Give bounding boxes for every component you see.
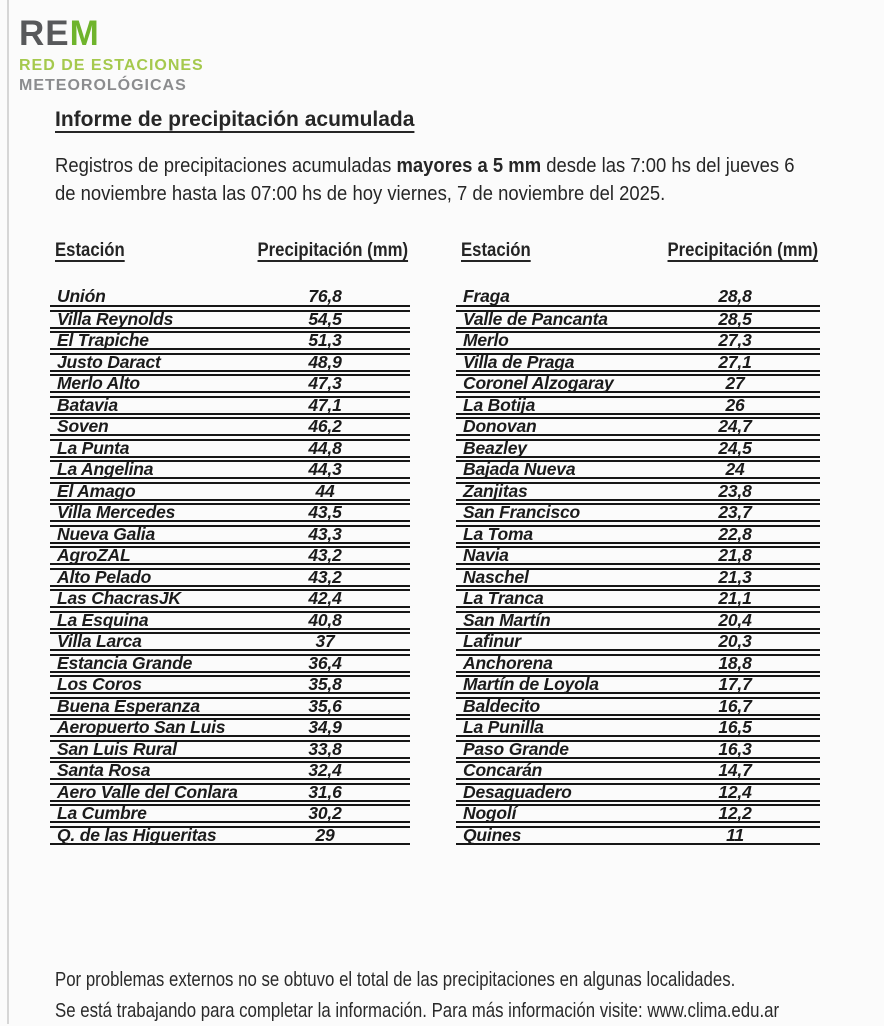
page-edge-line xyxy=(7,0,9,1024)
precipitation-value: 43,3 xyxy=(308,523,342,544)
logo-re-text: RE xyxy=(19,14,70,53)
precipitation-value: 22,8 xyxy=(718,523,752,544)
precipitation-value: 21,3 xyxy=(718,566,752,587)
station-name: La Toma xyxy=(463,523,533,544)
precipitation-value: 23,8 xyxy=(718,480,752,501)
precipitation-value: 37 xyxy=(315,631,335,651)
table-row xyxy=(50,654,410,673)
precipitation-value: 43,2 xyxy=(308,545,342,565)
table-row xyxy=(50,783,410,802)
table-row xyxy=(456,761,820,780)
rem-logo xyxy=(19,16,204,96)
footer-note-line2: Se está trabajando para completar la información. Para más información visite: www.clima.edu.ar xyxy=(55,999,780,1022)
intro-text-start: Registros de precipitaciones acumuladas xyxy=(55,154,397,177)
table-row xyxy=(456,740,820,759)
precipitation-value: 34,9 xyxy=(308,717,342,737)
precipitation-value: 28,8 xyxy=(718,286,752,306)
station-name: Soven xyxy=(57,416,109,436)
table-row xyxy=(456,611,820,630)
station-name: Zanjitas xyxy=(463,480,528,501)
table-row xyxy=(50,310,410,329)
precipitation-value: 47,3 xyxy=(308,373,342,393)
intro-text-end: desde las 7:00 hs del jueves 6 xyxy=(541,154,795,177)
precipitation-column-header: Precipitación (mm) xyxy=(257,240,408,261)
station-name: Coronel Alzogaray xyxy=(463,373,614,393)
table-row xyxy=(456,374,820,393)
table-row xyxy=(456,503,820,522)
station-name: Aero Valle del Conlara xyxy=(57,781,238,802)
table-row xyxy=(456,417,820,436)
table-row xyxy=(50,288,410,307)
table-row xyxy=(50,353,410,372)
precipitation-value: 26 xyxy=(725,394,745,415)
table-right-header xyxy=(456,240,820,262)
station-name: Valle de Pancanta xyxy=(463,308,608,329)
precipitation-value: 20,4 xyxy=(718,609,752,630)
station-name: Nueva Galia xyxy=(57,523,155,544)
table-row xyxy=(456,288,820,307)
table-row xyxy=(50,761,410,780)
station-name: Lafinur xyxy=(463,631,521,651)
table-row xyxy=(456,675,820,694)
table-row xyxy=(50,568,410,587)
table-row xyxy=(456,697,820,716)
table-row xyxy=(456,826,820,845)
station-name: Nogolí xyxy=(463,803,517,823)
station-name: Desaguadero xyxy=(463,781,572,802)
table-right xyxy=(456,240,820,845)
station-name: La Esquina xyxy=(57,609,149,630)
intro-threshold-bold: mayores a 5 mm xyxy=(396,154,542,177)
station-name: La Botija xyxy=(463,394,536,415)
report-title: Informe de precipitación acumulada xyxy=(55,108,415,131)
precipitation-value: 31,6 xyxy=(308,781,342,802)
precipitation-value: 36,4 xyxy=(308,652,342,673)
precipitation-value: 12,4 xyxy=(718,781,752,802)
precipitation-value: 46,2 xyxy=(308,416,342,436)
precipitation-value: 51,3 xyxy=(308,330,342,350)
precipitation-value: 21,8 xyxy=(718,545,752,565)
station-name: Aeropuerto San Luis xyxy=(57,717,226,737)
logo-subtitle-line2: METEOROLÓGICAS xyxy=(19,77,187,95)
precipitation-value: 17,7 xyxy=(718,674,752,694)
precipitation-column-header: Precipitación (mm) xyxy=(667,240,818,261)
table-row xyxy=(50,697,410,716)
station-name: Fraga xyxy=(463,286,510,306)
precipitation-value: 21,1 xyxy=(718,588,752,608)
table-row xyxy=(50,396,410,415)
table-row xyxy=(456,396,820,415)
precipitation-value: 44 xyxy=(315,480,335,501)
table-row xyxy=(50,546,410,565)
station-name: Paso Grande xyxy=(463,738,569,759)
intro-line2: de noviembre hasta las 07:00 hs de hoy viernes, 7 de noviembre del 2025. xyxy=(55,182,666,205)
precipitation-value: 30,2 xyxy=(308,803,342,823)
precipitation-value: 16,5 xyxy=(718,717,752,737)
station-name: Los Coros xyxy=(57,674,142,694)
station-name: Donovan xyxy=(463,416,537,436)
station-name: Alto Pelado xyxy=(57,566,152,587)
precipitation-value: 48,9 xyxy=(308,351,342,372)
station-name: San Francisco xyxy=(463,502,581,522)
station-name: El Trapiche xyxy=(57,330,149,350)
table-left-header xyxy=(50,240,410,262)
table-row xyxy=(50,740,410,759)
table-row xyxy=(50,460,410,479)
station-name: Unión xyxy=(57,286,106,306)
precipitation-value: 24,7 xyxy=(718,416,752,436)
station-name: Villa Reynolds xyxy=(57,308,174,329)
station-name: San Martín xyxy=(463,609,551,630)
precipitation-value: 40,8 xyxy=(308,609,342,630)
precipitation-value: 29 xyxy=(315,824,335,845)
station-name: Justo Daract xyxy=(57,351,161,372)
station-name: Bajada Nueva xyxy=(463,459,576,479)
station-name: Baldecito xyxy=(463,695,540,716)
station-name: Villa de Praga xyxy=(463,351,575,372)
precipitation-value: 43,2 xyxy=(308,566,342,587)
table-row xyxy=(456,439,820,458)
precipitation-value: 44,3 xyxy=(308,459,342,479)
station-name: Anchorena xyxy=(463,652,553,673)
precipitation-value: 44,8 xyxy=(308,437,342,458)
precipitation-value: 33,8 xyxy=(308,738,342,759)
station-name: Merlo Alto xyxy=(57,373,140,393)
precipitation-value: 42,4 xyxy=(308,588,342,608)
station-name: Villa Mercedes xyxy=(57,502,176,522)
station-name: AgroZAL xyxy=(57,545,131,565)
table-row xyxy=(50,525,410,544)
report-intro xyxy=(55,152,794,208)
table-row xyxy=(50,439,410,458)
table-row xyxy=(456,589,820,608)
station-name: Naschel xyxy=(463,566,529,587)
station-name: La Angelina xyxy=(57,459,154,479)
precipitation-value: 43,5 xyxy=(308,502,342,522)
table-row xyxy=(456,310,820,329)
station-name: Batavia xyxy=(57,394,118,415)
station-name: Concarán xyxy=(463,760,543,780)
table-row xyxy=(50,589,410,608)
table-row xyxy=(456,460,820,479)
precipitation-value: 27 xyxy=(725,373,745,393)
table-row xyxy=(50,482,410,501)
precipitation-value: 20,3 xyxy=(718,631,752,651)
table-row xyxy=(50,718,410,737)
table-row xyxy=(456,718,820,737)
station-column-header: Estación xyxy=(461,240,531,261)
station-name: San Luis Rural xyxy=(57,738,177,759)
table-row xyxy=(456,568,820,587)
precipitation-value: 54,5 xyxy=(308,308,342,329)
precipitation-value: 27,1 xyxy=(718,351,752,372)
logo-subtitle-line1: RED DE ESTACIONES xyxy=(19,57,204,74)
precipitation-value: 32,4 xyxy=(308,760,342,780)
station-name: Merlo xyxy=(463,330,509,350)
station-name: Santa Rosa xyxy=(57,760,151,780)
table-row xyxy=(50,331,410,350)
table-row xyxy=(50,675,410,694)
logo-m-text: M xyxy=(69,14,100,53)
station-name: El Amago xyxy=(57,480,136,501)
precipitation-tables xyxy=(50,240,820,845)
table-left-rows xyxy=(50,288,410,845)
station-name: La Punta xyxy=(57,437,130,458)
table-row xyxy=(456,525,820,544)
table-row xyxy=(50,632,410,651)
precipitation-value: 16,7 xyxy=(718,695,752,716)
table-row xyxy=(456,546,820,565)
station-name: Quines xyxy=(463,824,522,845)
station-name: Buena Esperanza xyxy=(57,695,200,716)
station-name: Martín de Loyola xyxy=(463,674,599,694)
station-name: Estancia Grande xyxy=(57,652,193,673)
station-name: Las ChacrasJK xyxy=(57,588,181,608)
precipitation-value: 35,8 xyxy=(308,674,342,694)
table-row xyxy=(50,611,410,630)
precipitation-value: 35,6 xyxy=(308,695,342,716)
precipitation-value: 24 xyxy=(725,459,745,479)
precipitation-value: 27,3 xyxy=(718,330,752,350)
rem-logo-acronym xyxy=(19,16,204,51)
table-row xyxy=(456,783,820,802)
intro-line1 xyxy=(55,154,794,177)
table-row xyxy=(456,353,820,372)
precipitation-value: 47,1 xyxy=(308,394,342,415)
precipitation-value: 14,7 xyxy=(718,760,752,780)
report-footer xyxy=(55,964,884,1026)
precipitation-value: 12,2 xyxy=(718,803,752,823)
precipitation-value: 28,5 xyxy=(718,308,752,329)
table-row xyxy=(50,503,410,522)
station-name: Beazley xyxy=(463,437,527,458)
precipitation-value: 11 xyxy=(726,824,744,845)
table-right-rows xyxy=(456,288,820,845)
table-row xyxy=(50,804,410,823)
table-left xyxy=(50,240,410,845)
table-row xyxy=(50,374,410,393)
table-row xyxy=(456,804,820,823)
table-row xyxy=(50,826,410,845)
precipitation-value: 76,8 xyxy=(308,286,342,306)
station-column-header: Estación xyxy=(55,240,125,261)
precipitation-value: 24,5 xyxy=(718,437,752,458)
station-name: Q. de las Higueritas xyxy=(57,824,217,845)
station-name: Villa Larca xyxy=(57,631,142,651)
station-name: La Tranca xyxy=(463,588,544,608)
table-row xyxy=(456,654,820,673)
table-row xyxy=(50,417,410,436)
precipitation-value: 23,7 xyxy=(718,502,752,522)
table-row xyxy=(456,482,820,501)
footer-note-line1: Por problemas externos no se obtuvo el total de las precipitaciones en algunas localidades. xyxy=(55,968,736,991)
station-name: La Cumbre xyxy=(57,803,147,823)
station-name: La Punilla xyxy=(463,717,544,737)
precipitation-value: 16,3 xyxy=(718,738,752,759)
table-row xyxy=(456,632,820,651)
precipitation-value: 18,8 xyxy=(718,652,752,673)
station-name: Navia xyxy=(463,545,509,565)
table-row xyxy=(456,331,820,350)
